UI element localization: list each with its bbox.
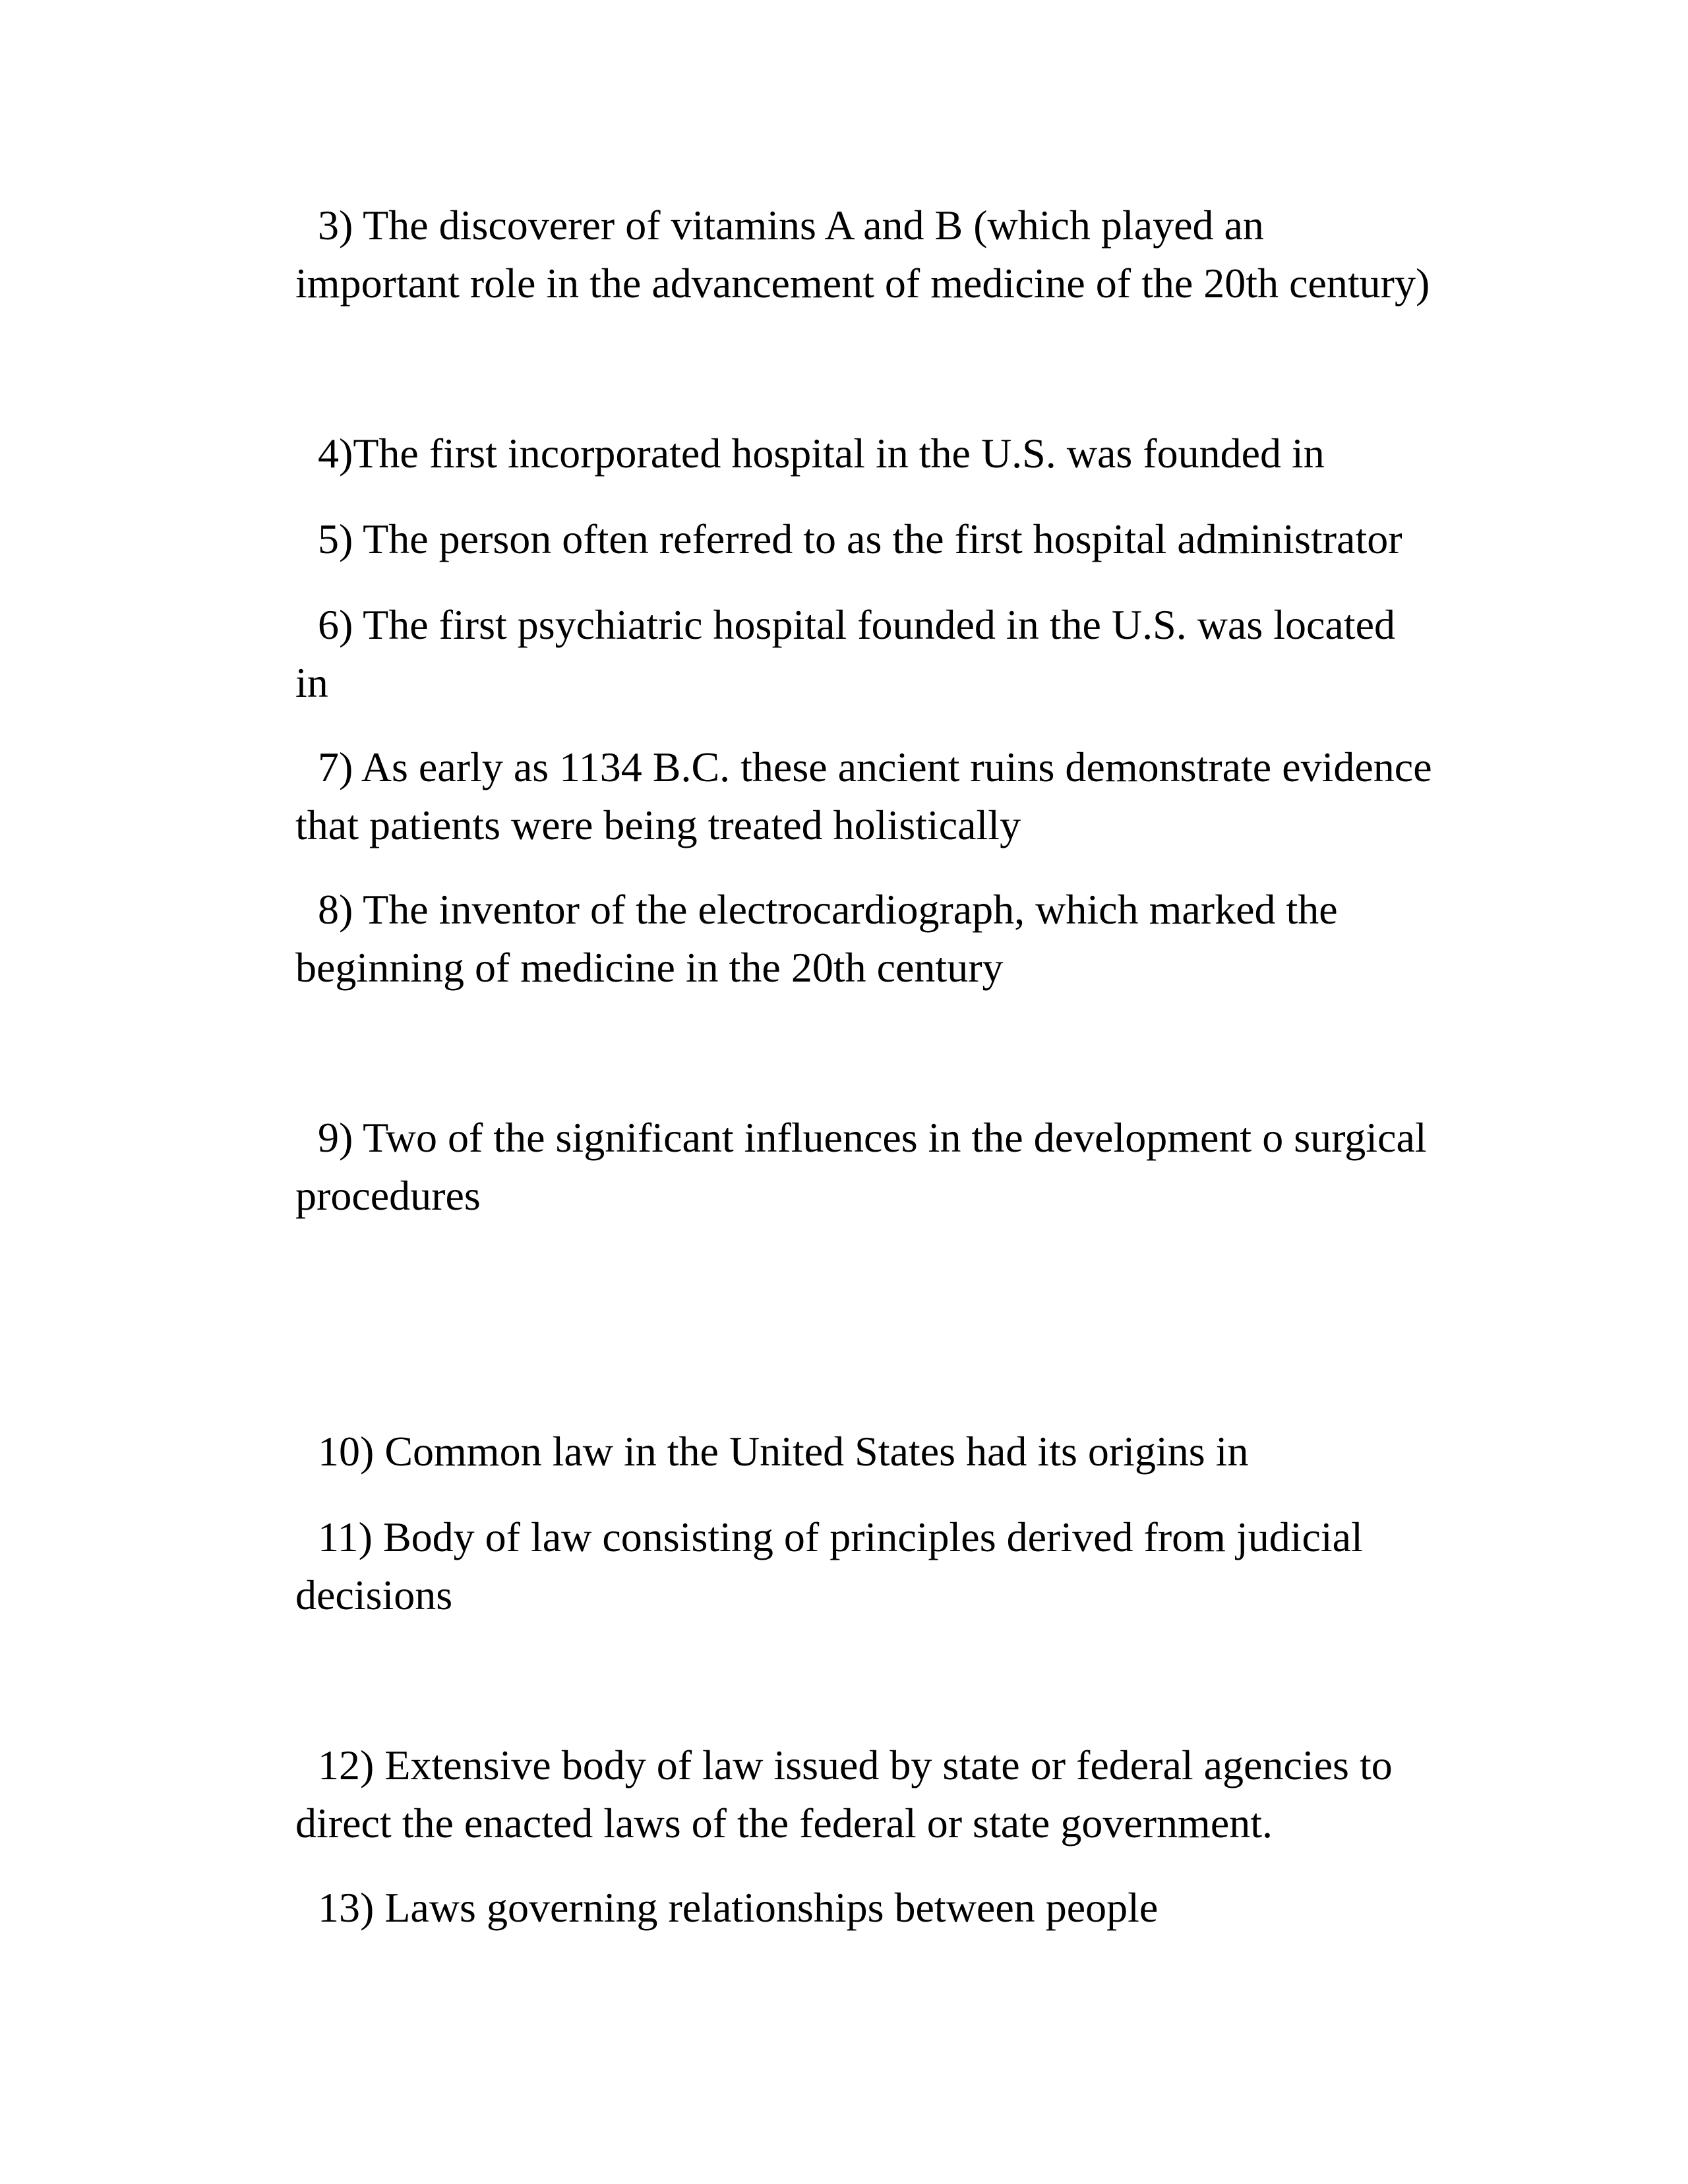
question-5-line-1: 5) The person often referred to as the first hospital administrator: [318, 516, 1402, 562]
question-7-line-1: 7) As early as 1134 B.C. these ancient ruins demonstrate evidence: [318, 744, 1432, 790]
question-12: [295, 1736, 1495, 1852]
question-3: [295, 196, 1495, 312]
question-3-line-1: 3) The discoverer of vitamins A and B (which played an: [318, 202, 1264, 249]
question-5: [295, 510, 1495, 568]
question-6: [295, 596, 1495, 712]
question-8-line-2: beginning of medicine in the 20th century: [295, 944, 1004, 991]
question-10-line-1: 10) Common law in the United States had its origins in: [318, 1428, 1249, 1475]
question-12-line-1: 12) Extensive body of law issued by state or federal agencies to: [318, 1742, 1393, 1788]
question-6-line-2: in: [295, 659, 328, 706]
question-12-line-2: direct the enacted laws of the federal or state government.: [295, 1800, 1273, 1846]
question-7: [295, 738, 1495, 854]
question-11-line-1: 11) Body of law consisting of principles derived from judicial: [318, 1514, 1363, 1560]
question-6-line-1: 6) The first psychiatric hospital founded in the U.S. was located: [318, 601, 1395, 648]
question-3-line-2: important role in the advancement of medicine of the 20th century): [295, 260, 1430, 307]
question-4: [295, 425, 1495, 483]
question-9-line-1: 9) Two of the significant influences in the development o surgical: [318, 1114, 1427, 1161]
question-9-line-2: procedures: [295, 1172, 481, 1219]
question-10: [295, 1423, 1495, 1481]
question-7-line-2: that patients were being treated holistically: [295, 802, 1021, 848]
question-13-line-1: 13) Laws governing relationships between people: [318, 1884, 1159, 1931]
question-11-line-2: decisions: [295, 1572, 453, 1618]
question-8: [295, 881, 1495, 997]
question-13: [295, 1879, 1495, 1937]
question-9: [295, 1109, 1495, 1225]
question-11: [295, 1508, 1495, 1624]
question-8-line-1: 8) The inventor of the electrocardiograph, which marked the: [318, 886, 1338, 933]
question-4-line-1: 4)The first incorporated hospital in the U.S. was founded in: [318, 430, 1325, 477]
